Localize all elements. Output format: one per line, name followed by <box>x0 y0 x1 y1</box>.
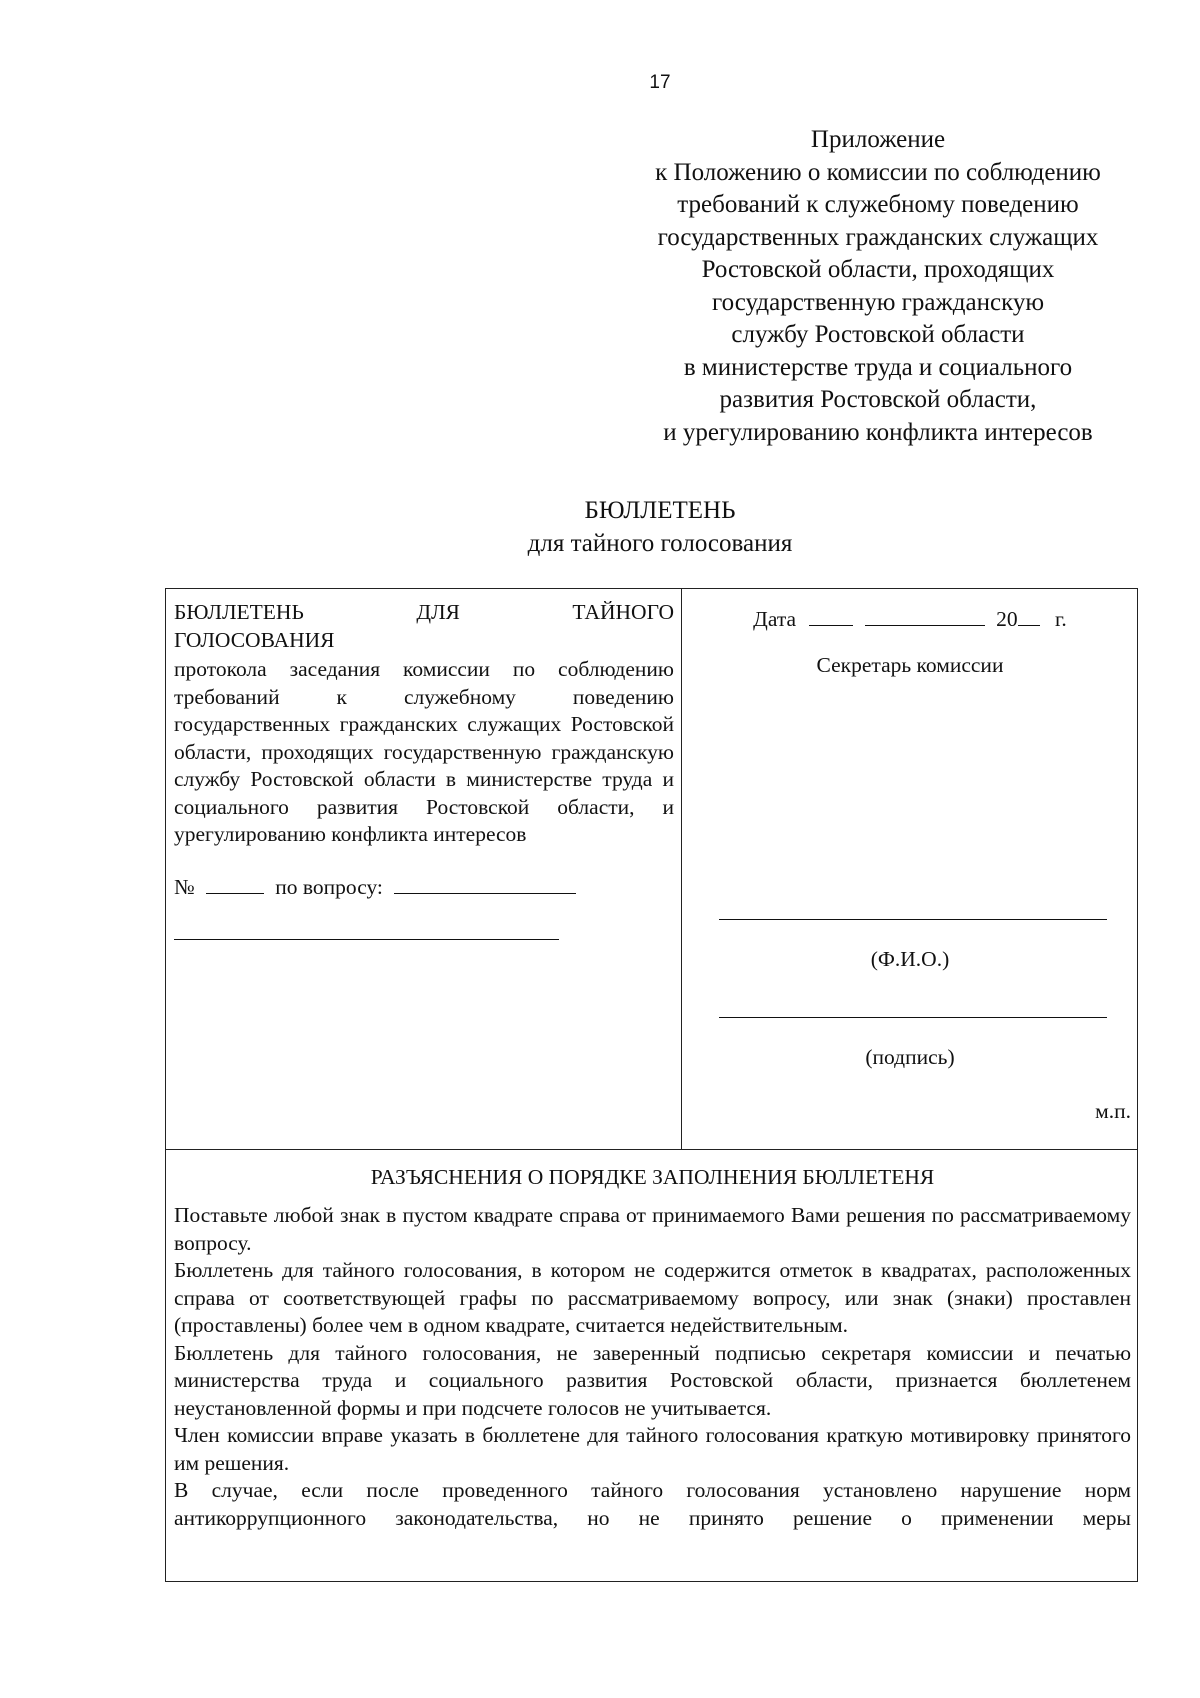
appendix-line: государственную гражданскую <box>711 288 1045 316</box>
appendix-line: в министерстве труда и социального <box>683 353 1073 381</box>
explanation-paragraph: Поставьте любой знак в пустом квадрате справа от принимаемого Вами решения по рассматриваемому вопросу. <box>174 1203 1131 1255</box>
secretary-label: Секретарь комиссии <box>816 653 1004 677</box>
date-label: Дата <box>753 607 797 631</box>
appendix-line: Ростовской области, проходящих <box>701 256 1055 283</box>
page-number: 17 <box>649 72 671 93</box>
fio-caption: (Ф.И.О.) <box>870 947 950 971</box>
number-question-line <box>174 871 674 902</box>
appendix-header <box>598 124 1158 449</box>
question-label: по вопросу: <box>275 874 383 899</box>
date-day-field[interactable] <box>809 603 853 626</box>
fio-field[interactable] <box>719 919 1107 920</box>
ballot-heading <box>174 599 674 627</box>
ballot-heading-second: ГОЛОСОВАНИЯ <box>174 627 335 652</box>
ballot-table <box>165 588 1138 1582</box>
appendix-line: развития Ростовской области, <box>719 386 1037 413</box>
document-subtitle: для тайного голосования <box>527 530 793 557</box>
explanation-paragraph: В случае, если после проведенного тайного голосования установлено нарушение норм антикоррупционного законодательства, но не принято решение о применении меры <box>174 1478 1131 1530</box>
appendix-line: государственных гражданских служащих <box>657 223 1099 251</box>
explanation-paragraph: Бюллетень для тайного голосования, не заверенный подписью секретаря комиссии и печатью министерства труда и социального развития Ростовской области, признается бюллетенем неустановленной формы и при подсчете голосов не учитывается. <box>174 1340 1131 1420</box>
year-suffix: г. <box>1055 607 1067 631</box>
appendix-line: требований к служебному поведению <box>677 191 1079 218</box>
date-line <box>683 603 1137 632</box>
document-title: БЮЛЛЕТЕНЬ <box>584 497 736 524</box>
ballot-left-cell <box>174 599 674 940</box>
year-field[interactable] <box>1018 603 1040 626</box>
explanations-section <box>166 1151 1137 1532</box>
number-field[interactable] <box>206 871 264 894</box>
ballot-heading-word: БЮЛЛЕТЕНЬ <box>174 600 304 624</box>
appendix-line: службу Ростовской области <box>731 321 1025 348</box>
explanation-paragraph: Бюллетень для тайного голосования, в котором не содержится отметок в квадратах, расположенных справа от соответствующей графы по рассматриваемому вопросу, или знак (знаки) проставлен (проставлены) более чем в одном квадрате, считается недействительным. <box>174 1258 1131 1337</box>
appendix-line: Приложение <box>810 126 946 153</box>
document-title-block <box>0 494 1200 560</box>
appendix-line: к Положению о комиссии по соблюдению <box>655 158 1101 186</box>
ballot-top-row <box>166 589 1137 1150</box>
appendix-line: и урегулированию конфликта интересов <box>663 418 1093 446</box>
year-prefix: 20 <box>996 607 1018 631</box>
signature-field[interactable] <box>719 1017 1107 1018</box>
signature-caption: (подпись) <box>865 1045 955 1069</box>
explanation-paragraph: Член комиссии вправе указать в бюллетене для тайного голосования краткую мотивировку принятого им решения. <box>174 1423 1131 1475</box>
protocol-text: протокола заседания комиссии по соблюдению требований к служебному поведению государственных гражданских служащих Ростовской области, проходящих государственную гражданскую службу Ростовской области в министерстве труда и социального развития Ростовской области, и урегулированию конфликта интересов <box>174 657 674 846</box>
explanations-title: РАЗЪЯСНЕНИЯ О ПОРЯДКЕ ЗАПОЛНЕНИЯ БЮЛЛЕТЕНЯ <box>370 1165 935 1189</box>
question-continuation-field[interactable] <box>174 925 559 940</box>
question-field[interactable] <box>394 871 576 894</box>
ballot-heading-word: ДЛЯ <box>416 600 460 624</box>
date-month-field[interactable] <box>865 603 985 626</box>
ballot-heading-word: ТАЙНОГО <box>572 600 674 624</box>
number-label: № <box>174 874 195 899</box>
column-divider <box>681 589 682 1149</box>
ballot-right-cell <box>683 589 1137 1149</box>
stamp-label: м.п. <box>1095 1099 1131 1123</box>
